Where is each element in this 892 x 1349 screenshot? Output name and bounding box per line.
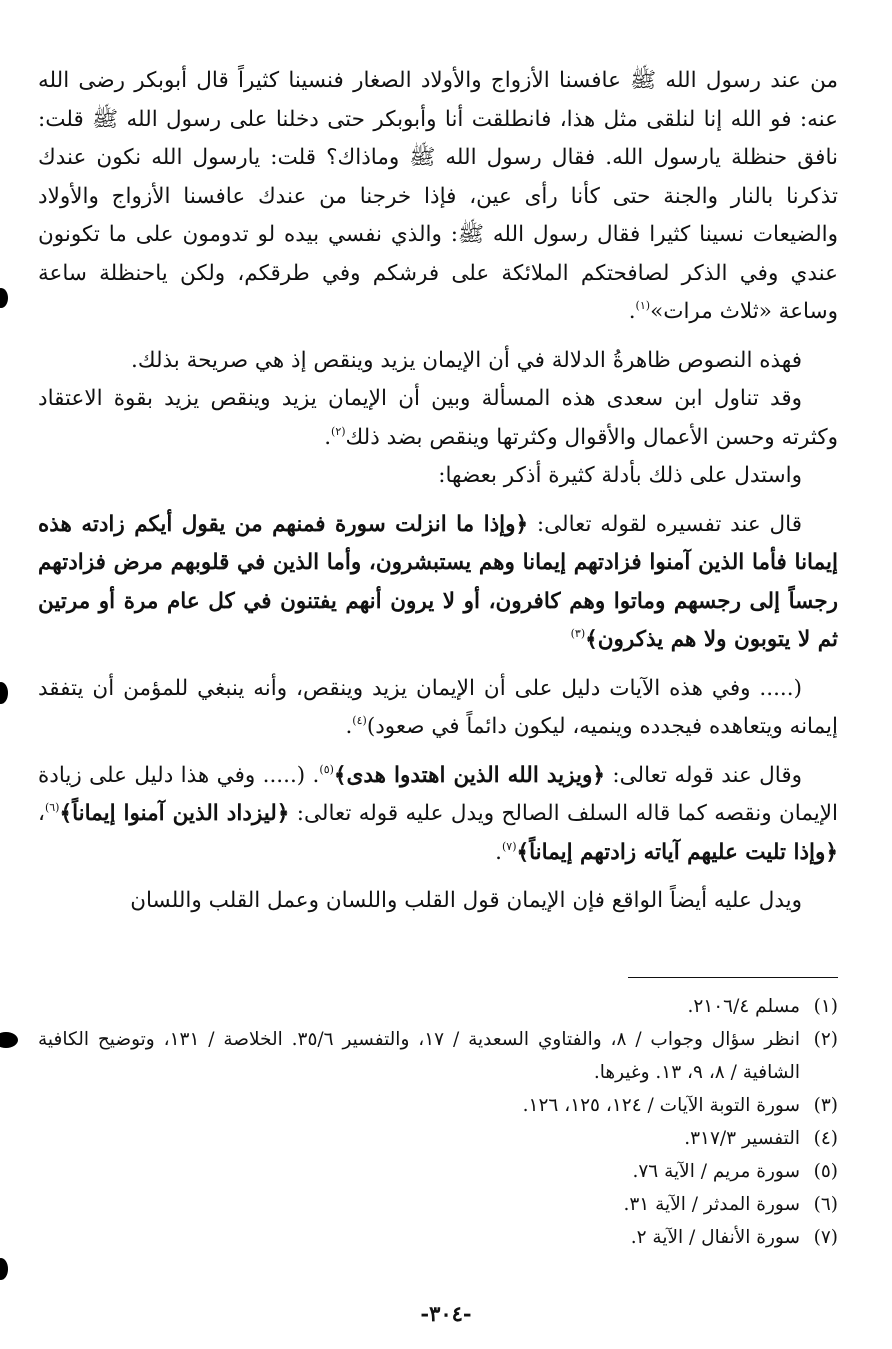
scan-mark bbox=[0, 682, 8, 704]
footnote-3: (٣)سورة التوبة الآيات / ١٢٤، ١٢٥، ١٢٦. bbox=[522, 1095, 838, 1116]
footnote-ref-6: (٦) bbox=[44, 801, 60, 814]
footnote-1: (١)مسلم ٢١٠٦/٤. bbox=[687, 996, 838, 1017]
footnote-4: (٤)التفسير ٣١٧/٣. bbox=[684, 1128, 838, 1149]
paragraph-conclusion: فهذه النصوص ظاهرةُ الدلالة في أن الإيمان يزيد وينقص إذ هي صريحة بذلك. bbox=[130, 347, 802, 373]
paragraph-tafsir-comment: (..... وفي هذه الآيات دليل على أن الإيمان يزيد وينقص، وأنه ينبغي للمؤمن أن يتفقد إيمانه ويتعاهده فيجدده وينميه، ليكون دائماً في صعود)$^{(٤)}$. bbox=[38, 675, 838, 739]
footnote-ref-7: (٧) bbox=[501, 839, 517, 853]
paragraph-evidence-intro: واستدل على ذلك بأدلة كثيرة أذكر بعضها: bbox=[438, 463, 802, 488]
paragraph-ibn-saadi: وقد تناول ابن سعدى هذه المسألة وبين أن الإيمان يزيد وينقص يزيد بقوة الاعتقاد وكثرته وحسن الأعمال والأقوال وكثرتها وينقص بضد ذلك$^{(٢)}$. bbox=[38, 386, 838, 450]
paragraph-hadith: من عند رسول الله ﷺ عافسنا الأزواج والأولاد الصغار فنسينا كثيراً قال أبوبكر رضى الله عنه: فو الله إنا لنلقى مثل هذا، فانطلقت أنا وأبوبكر حتى دخلنا على رسول الله ﷺ قلت: نافق حنظلة يارسول الله. فقال رسول الله ﷺ وماذاك؟ قلت: يارسول الله نكون عندك تذكرنا بالنار والجنة حتى كأنا رأى عين، فإذا خرجنا من عندك عافسنا الأزواج والأولاد والضيعات نسينا كثيرا فقال رسول الله ﷺ: والذي نفسي بيده لو تدومون على ما تكونون عندي وفي الذكر لصافحتكم الملائكة على فرشكم وفي طرقكم، ولكن ياحنظلة ساعة وساعة «ثلاث مرات»$^{(١)}$. bbox=[38, 68, 838, 324]
quran-quote: ﴿وإذا تليت عليهم آياته زادتهم إيماناً﴾ bbox=[516, 839, 838, 865]
footnote-ref-4: (٤) bbox=[352, 714, 367, 727]
paragraph-reality: ويدل عليه أيضاً الواقع فإن الإيمان قول القلب واللسان وعمل القلب واللسان bbox=[130, 888, 802, 913]
quran-quote: ﴿ويزيد الله الذين اهتدوا هدى﴾ bbox=[333, 762, 605, 788]
footnote-7: (٧)سورة الأنفال / الآية ٢. bbox=[630, 1227, 838, 1248]
footnote-5: (٥)سورة مريم / الآية ٧٦. bbox=[632, 1161, 838, 1182]
scan-mark bbox=[0, 1258, 8, 1280]
scan-mark bbox=[0, 288, 8, 308]
page-number: -٣٠٤- bbox=[420, 1301, 472, 1326]
footnote-2: (٢)انظر سؤال وجواب / ٨، والفتاوي السعدية / ١٧، والتفسير ٣٥/٦. الخلاصة / ١٣١، وتوضيح الكافية الشافية / ٨، ٩، ١٣. وغيرها. bbox=[38, 1029, 838, 1083]
quran-quote: ﴿ليزداد الذين آمنوا إيماناً﴾ bbox=[59, 801, 290, 826]
quran-quote: ﴿وإذا ما انزلت سورة فمنهم من يقول أيكم زادته هذه إيمانا فأما الذين آمنوا فزادتهم إيمانا وهم يستبشرون، وأما الذين في قلوبهم مرض فزادتهم رجساً إلى رجسهم وماتوا وهم كافرون، أو لا يرون أنهم يفتنون في كل عام مرة أو مرتين ثم لا يتوبون ولا هم يذكرون﴾ bbox=[38, 511, 838, 652]
footnote-ref-2: (٢) bbox=[331, 424, 346, 438]
footnote-ref-5: (٥) bbox=[319, 762, 334, 776]
paragraph-tawbah-quote: قال عند تفسيره لقوله تعالى: ﴿وإذا ما انزلت سورة فمنهم من يقول أيكم زادته هذه إيمانا فأما الذين آمنوا فزادتهم إيمانا وهم يستبشرون، وأما الذين في قلوبهم مرض فزادتهم رجساً إلى رجسهم وماتوا وهم كافرون، أو لا يرون أنهم يفتنون في كل عام مرة أو مرتين ثم لا يتوبون ولا هم يذكرون﴾$^{(٣)}$ bbox=[38, 511, 838, 652]
footnote-6: (٦)سورة المدثر / الآية ٣١. bbox=[623, 1194, 838, 1215]
paragraph-maryam-quote: وقال عند قوله تعالى: ﴿ويزيد الله الذين اهتدوا هدى﴾$^{(٥)}$. (..... وفي هذا دليل على زيادة الإيمان ونقصه كما قاله السلف الصالح ويدل عليه قوله تعالى: ﴿ليزداد الذين آمنوا إيماناً﴾$^{(٦)}$، ﴿وإذا تليت عليهم آياته زادتهم إيماناً﴾$^{(٧)}$. bbox=[38, 762, 838, 865]
footnote-ref-1: (١) bbox=[635, 299, 651, 312]
main-text bbox=[38, 62, 838, 921]
scan-mark bbox=[0, 1032, 18, 1048]
footnote-ref-3: (٣) bbox=[570, 627, 586, 640]
footnote-separator bbox=[628, 977, 838, 978]
footnotes bbox=[38, 990, 838, 1254]
